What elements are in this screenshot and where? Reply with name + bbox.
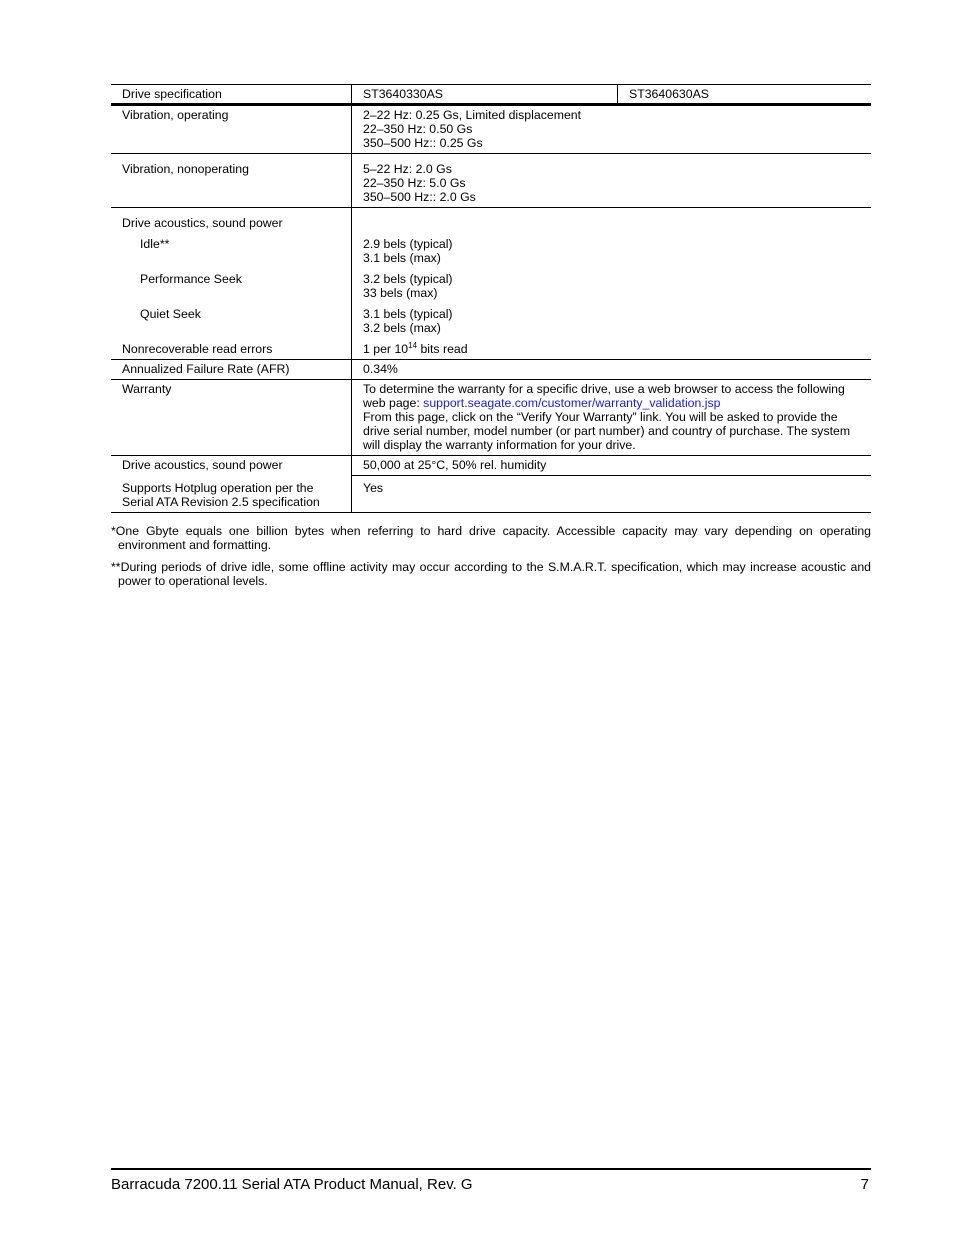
row-value: 50,000 at 25°C, 50% rel. humidity	[352, 456, 872, 476]
footer-rule	[111, 1168, 871, 1170]
footnote-2: **During periods of drive idle, some offline activity may occur according to the S.M.A.R.T. specification, which may increase acoustic and power to operational levels.	[111, 560, 871, 588]
header-model-1: ST3640330AS	[352, 85, 618, 105]
warranty-text-2: From this page, click on the “Verify Your Warranty” link. You will be asked to provide the drive serial number, model number (or part number) and country of purchase. The system will display the warranty information for your drive.	[363, 410, 851, 452]
row-label	[111, 476, 352, 513]
spec-table	[111, 84, 871, 513]
label-line: Serial ATA Revision 2.5 specification	[122, 494, 320, 509]
table-row-acoustics-2	[111, 456, 871, 476]
table-row-hotplug	[111, 476, 871, 513]
row-label: Drive acoustics, sound power	[111, 456, 352, 476]
value-line: 3.1 bels (max)	[363, 251, 441, 265]
value-line: 2–22 Hz: 0.25 Gs, Limited displacement	[363, 108, 582, 122]
value-line: 2.9 bels (typical)	[363, 237, 453, 251]
row-value	[352, 380, 872, 456]
table-row-acoustics-idle	[111, 233, 871, 268]
value-line: 22–350 Hz: 0.50 Gs	[363, 122, 473, 136]
footnote-1: *One Gbyte equals one billion bytes when referring to hard drive capacity. Accessible capacity may vary depending on operating environment and formatting.	[111, 524, 871, 552]
row-value	[352, 303, 872, 338]
footer-title: Barracuda 7200.11 Serial ATA Product Manual, Rev. G	[111, 1176, 473, 1193]
header-model-2: ST3640630AS	[618, 85, 872, 105]
table-row-vibration-operating	[111, 105, 871, 154]
row-sublabel: Idle**	[111, 233, 352, 268]
row-label: Drive acoustics, sound power	[111, 208, 352, 234]
row-label: Annualized Failure Rate (AFR)	[111, 360, 352, 380]
value-line: 3.2 bels (typical)	[363, 272, 453, 286]
value-line: 350–500 Hz:: 0.25 Gs	[363, 136, 483, 150]
header-drive-spec: Drive specification	[111, 85, 352, 105]
row-sublabel: Performance Seek	[111, 268, 352, 303]
page-number: 7	[860, 1176, 869, 1193]
row-label: Vibration, operating	[111, 105, 352, 154]
table-header-row	[111, 85, 871, 105]
row-value	[352, 233, 872, 268]
row-value	[352, 268, 872, 303]
table-row-nonrecoverable-errors	[111, 338, 871, 360]
value-line: 33 bels (max)	[363, 286, 438, 300]
table-row-vibration-nonoperating	[111, 154, 871, 208]
value-line: 3.2 bels (max)	[363, 321, 441, 335]
table-row-acoustics-header	[111, 208, 871, 234]
table-row-acoustics-performance	[111, 268, 871, 303]
row-value	[352, 105, 872, 154]
warranty-link[interactable]: support.seagate.com/customer/warranty_validation.jsp	[423, 396, 721, 410]
table-row-afr	[111, 360, 871, 380]
value-line: 5–22 Hz: 2.0 Gs	[363, 162, 452, 176]
row-value	[352, 154, 872, 208]
row-value	[352, 208, 872, 234]
value-text: 1 per 10	[363, 342, 409, 356]
value-line: 22–350 Hz: 5.0 Gs	[363, 176, 466, 190]
row-label: Nonrecoverable read errors	[111, 338, 352, 360]
row-value	[352, 338, 872, 360]
row-label: Vibration, nonoperating	[111, 154, 352, 208]
row-sublabel: Quiet Seek	[111, 303, 352, 338]
warranty-text: To determine the warranty for a specific drive, use a web browser to access the following web page:	[363, 382, 845, 410]
row-label: Warranty	[111, 380, 352, 456]
row-value: 0.34%	[352, 360, 872, 380]
exponent: 14	[408, 341, 418, 350]
table-row-warranty	[111, 380, 871, 456]
value-line: 350–500 Hz:: 2.0 Gs	[363, 190, 476, 204]
row-value: Yes	[352, 476, 872, 513]
label-line: Supports Hotplug operation per the	[122, 480, 314, 495]
value-line: 3.1 bels (typical)	[363, 307, 453, 321]
value-text: bits read	[417, 342, 468, 356]
table-row-acoustics-quiet	[111, 303, 871, 338]
footnotes	[111, 524, 871, 596]
